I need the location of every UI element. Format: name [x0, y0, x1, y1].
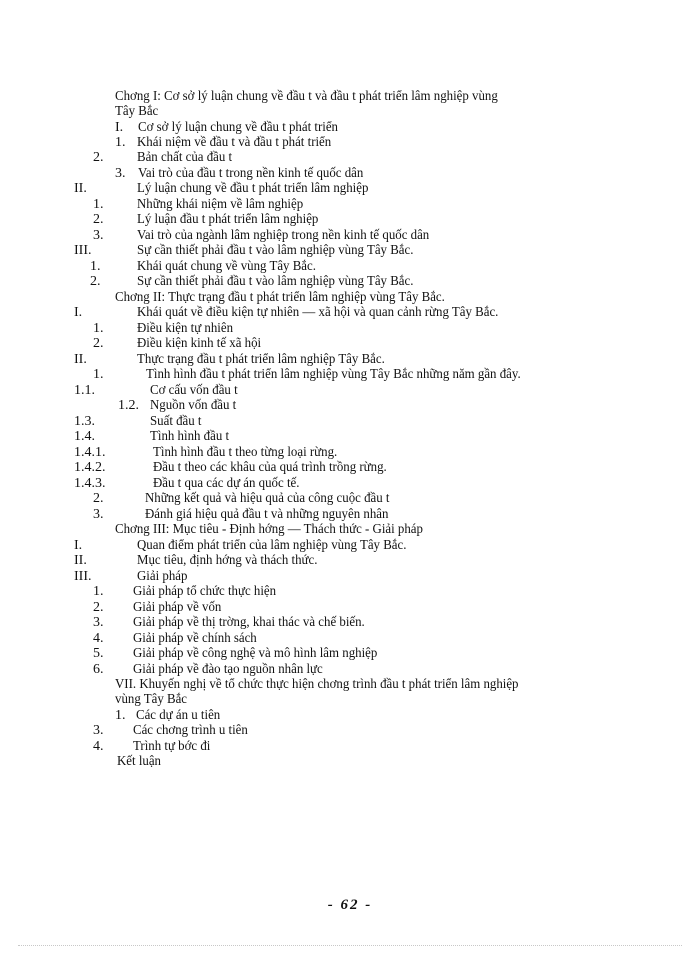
- toc-chapter-heading-cont: Tây Bắc: [115, 104, 159, 119]
- toc-conclusion: Kết luận: [117, 754, 162, 769]
- toc-entry: Khái niệm về đầu t và đầu t phát triển: [137, 135, 332, 150]
- toc-number: 1.4.: [74, 429, 95, 444]
- toc-number: 4.: [93, 739, 104, 754]
- toc-number: 2.: [93, 212, 104, 227]
- toc-number: 3.: [93, 228, 104, 243]
- toc-number: 1.: [115, 135, 126, 150]
- toc-entry: Lý luận đầu t phát triển lâm nghiệp: [137, 212, 319, 227]
- toc-entry: Giải pháp về đào tạo nguồn nhân lực: [133, 662, 323, 677]
- toc-number: I.: [74, 538, 83, 553]
- toc-number: II.: [74, 181, 87, 196]
- toc-number: 1.: [93, 197, 104, 212]
- toc-number: 3.: [93, 723, 104, 738]
- toc-number: 2.: [90, 274, 101, 289]
- toc-number: 1.4.3.: [74, 476, 106, 491]
- toc-entry: Tình hình đầu t theo từng loại rừng.: [153, 445, 338, 460]
- toc-entry: Những kết quả và hiệu quả của công cuộc đầu t: [145, 491, 390, 506]
- toc-entry: Giải pháp về thị trờng, khai thác và chế biến.: [133, 615, 365, 630]
- toc-number: 1.2.: [118, 398, 139, 413]
- toc-number: 2.: [93, 150, 104, 165]
- toc-entry: Giải pháp tổ chức thực hiện: [133, 584, 277, 599]
- toc-number: 1.: [93, 367, 104, 382]
- toc-number: 3.: [93, 507, 104, 522]
- toc-entry: Quan điểm phát triển của lâm nghiệp vùng Tây Bắc.: [137, 538, 407, 553]
- page-bottom-divider: [18, 945, 682, 946]
- toc-entry: Lý luận chung về đầu t phát triển lâm nghiệp: [137, 181, 369, 196]
- toc-entry: Khái quát về điều kiện tự nhiên — xã hội và quan cảnh rừng Tây Bắc.: [137, 305, 499, 320]
- toc-chapter-heading: VII. Khuyến nghị về tổ chức thực hiện chơng trình đầu t phát triển lâm nghiệp: [115, 677, 519, 692]
- toc-number: 1.4.1.: [74, 445, 106, 460]
- toc-number: I.: [74, 305, 83, 320]
- toc-entry: Vai trò của ngành lâm nghiệp trong nền kinh tế quốc dân: [137, 228, 430, 243]
- toc-entry: Tình hình đầu t: [150, 429, 230, 444]
- toc-entry: Giải pháp: [137, 569, 188, 584]
- toc-entry: Thực trạng đầu t phát triển lâm nghiệp Tây Bắc.: [137, 352, 385, 367]
- toc-entry: Vai trò của đầu t trong nền kinh tế quốc dân: [138, 166, 364, 181]
- toc-entry: Cơ sở lý luận chung về đầu t phát triển: [138, 120, 338, 135]
- toc-entry: Mục tiêu, định hớng và thách thức.: [137, 553, 318, 568]
- toc-chapter-heading: Chơng III: Mục tiêu - Định hớng — Thách thức - Giải pháp: [115, 522, 423, 537]
- toc-number: 5.: [93, 646, 104, 661]
- toc-number: III.: [74, 569, 92, 584]
- toc-number: I.: [115, 120, 124, 135]
- toc-number: 1.: [90, 259, 101, 274]
- toc-chapter-heading: Chơng I: Cơ sở lý luận chung về đầu t và đầu t phát triển lâm nghiệp vùng: [115, 89, 498, 104]
- toc-number: 1.: [93, 584, 104, 599]
- toc-number: 2.: [93, 491, 104, 506]
- toc-number: 1.3.: [74, 414, 95, 429]
- toc-entry: Khái quát chung về vùng Tây Bắc.: [137, 259, 316, 274]
- toc-entry: Giải pháp về chính sách: [133, 631, 257, 646]
- toc-entry: Đánh giá hiệu quả đầu t và những nguyên nhân: [145, 507, 389, 522]
- toc-entry: Cơ cấu vốn đầu t: [150, 383, 238, 398]
- toc-number: 6.: [93, 662, 104, 677]
- toc-number: 2.: [93, 600, 104, 615]
- toc-number: 3.: [93, 615, 104, 630]
- toc-entry: Sự cần thiết phải đầu t vào lâm nghiệp vùng Tây Bắc.: [137, 243, 414, 258]
- toc-entry: Suất đầu t: [150, 414, 202, 429]
- toc-entry: Sự cần thiết phải đầu t vào lâm nghiệp vùng Tây Bắc.: [137, 274, 414, 289]
- toc-entry: Đầu t qua các dự án quốc tế.: [153, 476, 300, 491]
- toc-entry: Các chơng trình u tiên: [133, 723, 248, 738]
- toc-number: 1.: [115, 708, 126, 723]
- toc-entry: Trình tự bớc đi: [133, 739, 211, 754]
- toc-entry: Điều kiện tự nhiên: [137, 321, 234, 336]
- toc-number: 3.: [115, 166, 126, 181]
- toc-entry: Nguồn vốn đầu t: [150, 398, 237, 413]
- toc-chapter-heading: Chơng II: Thực trạng đầu t phát triển lâm nghiệp vùng Tây Bắc.: [115, 290, 445, 305]
- toc-number: III.: [74, 243, 92, 258]
- page-number: - 62 -: [327, 897, 373, 913]
- toc-entry: Các dự án u tiên: [136, 708, 221, 723]
- toc-entry: Điều kiện kinh tế xã hội: [137, 336, 262, 351]
- toc-entry: Đầu t theo các khâu của quá trình trồng rừng.: [153, 460, 387, 475]
- toc-entry: Bản chất của đầu t: [137, 150, 233, 165]
- toc-number: 1.4.2.: [74, 460, 106, 475]
- toc-number: II.: [74, 553, 87, 568]
- toc-chapter-heading-cont: vùng Tây Bắc: [115, 692, 188, 707]
- toc-number: 4.: [93, 631, 104, 646]
- toc-number: 1.1.: [74, 383, 95, 398]
- toc-entry: Giải pháp về vốn: [133, 600, 222, 615]
- toc-number: 1.: [93, 321, 104, 336]
- toc-entry: Tình hình đầu t phát triển lâm nghiệp vùng Tây Bắc những năm gần đây.: [146, 367, 521, 382]
- toc-entry: Những khái niệm về lâm nghiệp: [137, 197, 304, 212]
- toc-number: II.: [74, 352, 87, 367]
- toc-number: 2.: [93, 336, 104, 351]
- toc-entry: Giải pháp về công nghệ và mô hình lâm nghiệp: [133, 646, 378, 661]
